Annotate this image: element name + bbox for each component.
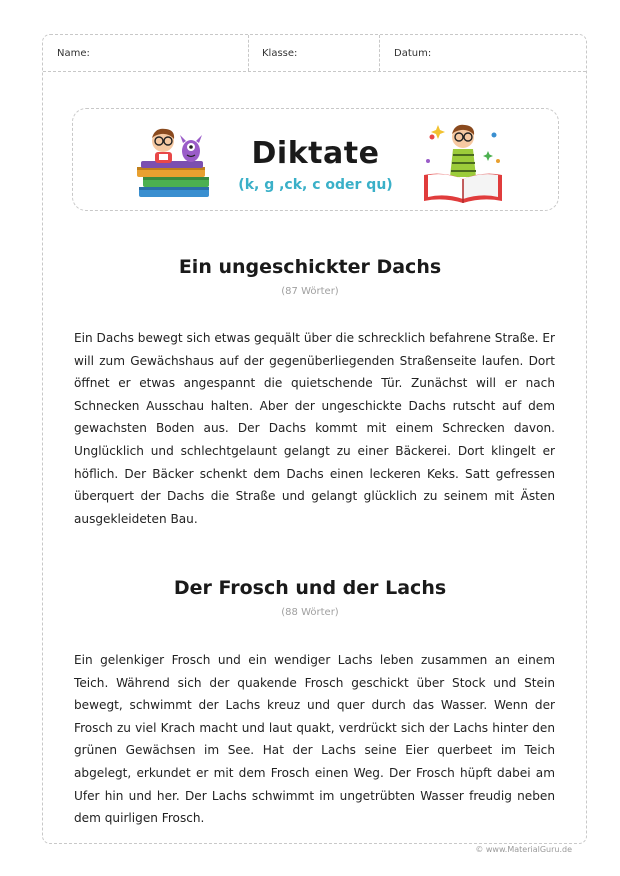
date-label: Datum: xyxy=(394,47,432,59)
story-title-2: Der Frosch und der Lachs xyxy=(173,577,447,599)
worksheet-subtitle: (k, g ,ck, c oder qu) xyxy=(238,177,393,193)
class-field xyxy=(249,35,380,71)
copyright-notice: © www.MaterialGuru.de xyxy=(475,845,572,854)
date-field xyxy=(380,35,586,71)
story-word-count-1: (87 Wörter) xyxy=(281,286,339,297)
worksheet-title: Diktate xyxy=(251,136,380,171)
kid-with-open-book-illustration xyxy=(418,117,508,205)
name-field xyxy=(43,35,249,71)
title-banner xyxy=(72,108,559,211)
story-title-1: Ein ungeschickter Dachs xyxy=(178,256,442,278)
story-word-count-2: (88 Wörter) xyxy=(281,607,339,618)
student-info-row xyxy=(43,35,586,72)
story-text-2: Ein gelenkiger Frosch und ein wendiger Lachs leben zusammen an einem Teich. Während sich der quakende Frosch geschickt über Stock und Stein bewegt, schwimmt der Lachs kreuz und quer durch das Wasser. Wenn der Frosch zu viel Krach macht und laut quakt, verdrückt sich der Lachs hinter den grünen Gewächsen im See. Hat der Lachs seine Eier querbeet im Teich abgelegt, erkundet er mit dem Frosch einen Weg. Der Frosch hüpft dabei am Ufer hin und her. Der Lachs schwimmt im ungetrübten Wasser freudig neben dem quirligen Frosch. xyxy=(74,653,555,826)
class-label: Klasse: xyxy=(262,47,298,59)
name-label: Name: xyxy=(57,47,90,59)
story-text-1: Ein Dachs bewegt sich etwas gequält über die schrecklich befahrene Straße. Er will zum Gewächshaus auf der gegenüberliegenden Straßenseite laufen. Dort öffnet er etwas angespannt die quietschende Tür. Zunächst will er nach Schnecken Ausschau halten. Aber der ungeschickte Dachs rutscht auf dem gewachsten Boden aus. Der Dachs kommt mit einem Schrecken davon. Unglücklich und schlechtgelaunt gelangt zu einer Bäckerei. Dort klingelt er höflich. Der Bäcker schenkt dem Dachs einen leckeren Keks. Satt gefressen überquert der Dachs die Straße und gelangt glücklich zu seinem mit Ästen ausgekleideten Bau. xyxy=(74,331,555,526)
